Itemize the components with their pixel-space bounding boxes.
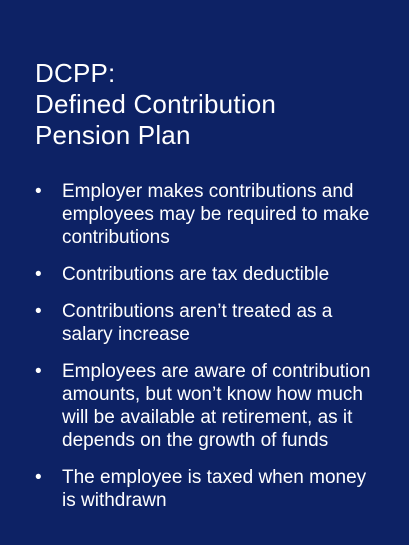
bullet-text: Contributions aren’t treated as a salary increase [62, 301, 333, 345]
bullet-item [35, 300, 379, 346]
bullet-text: Employees are aware of contribution amounts, but won’t know how much will be available at retirement, as it depends on the growth of funds [62, 361, 371, 451]
bullet-item [35, 263, 379, 286]
bullet-marker: • [35, 467, 42, 488]
bullet-text: The employee is taxed when money is withdrawn [62, 467, 367, 511]
bullet-marker: • [35, 181, 42, 202]
title-line-defined-contribution: Defined Contribution [35, 89, 277, 119]
bullet-marker: • [35, 361, 42, 382]
bullet-item [35, 466, 379, 512]
bullet-text: Employer makes contributions and employees may be required to make contributions [62, 181, 370, 248]
bullet-item [35, 180, 379, 249]
bullet-text: Contributions are tax deductible [62, 264, 330, 285]
title-line-abbreviation: DCPP: [35, 58, 116, 88]
title-line-pension-plan: Pension Plan [35, 120, 191, 150]
bullet-marker: • [35, 301, 42, 322]
card-title [35, 58, 379, 151]
bullet-marker: • [35, 264, 42, 285]
bullet-list [35, 180, 379, 512]
bullet-item [35, 360, 379, 452]
